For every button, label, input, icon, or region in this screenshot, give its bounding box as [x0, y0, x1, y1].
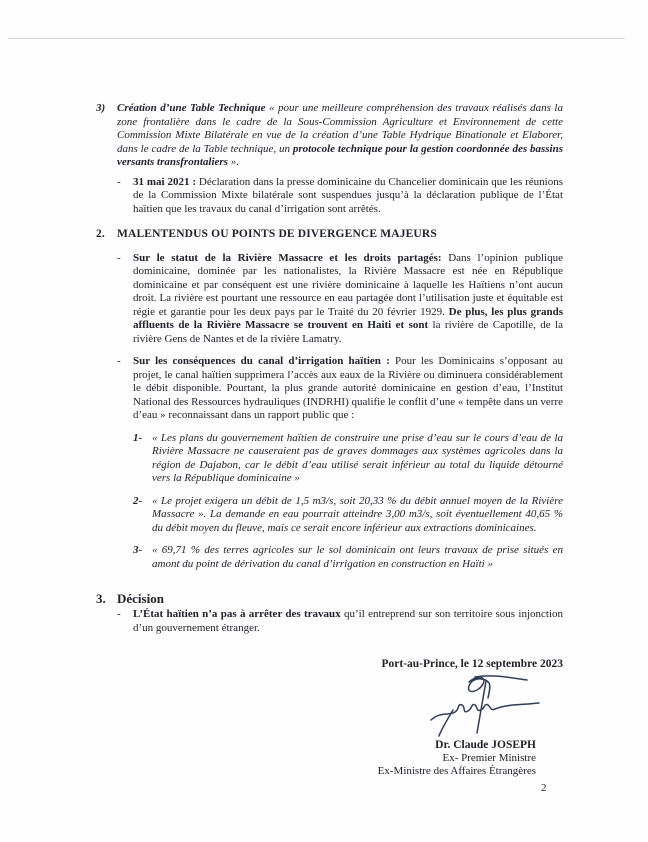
page-divider [8, 38, 625, 39]
quote-2-number: 2- [133, 494, 143, 507]
bullet-consequences-text [133, 355, 563, 423]
quote-3-number: 3- [133, 544, 143, 556]
quote-3-text: « 69,71 % des terres agricoles sur le sol dominicain ont leurs travaux de prise situés en amont du point de dérivation du canal d’irrigation en construction en Haïti » [152, 544, 563, 570]
bullet-statut-text [133, 252, 563, 347]
bullet-31-mai-date: 31 mai 2021 : [133, 175, 197, 188]
bullet-dash: - [117, 175, 121, 188]
dateline: Port-au-Prince, le 12 septembre 2023 [381, 658, 563, 670]
statut-body-2: la rivière de Capotille, de la rivière Gens de Nantes et de la rivière Lamatry. [133, 319, 563, 345]
signature-title-2: Ex-Ministre des Affaires Étrangères [377, 765, 536, 777]
quote-item-1 [133, 432, 563, 486]
section-heading-2-number: 2. [96, 228, 105, 240]
list-item-3 [96, 102, 563, 170]
list-item-3-text [117, 102, 563, 170]
bullet-statut-riviere [117, 252, 563, 347]
quote-item-2 [133, 495, 563, 536]
quote-2-text: « Le projet exigera un débit de 1,5 m3/s, soit 20,33 % du débit annuel moyen de la Rivière Massacre ». La demande en eau pourrait atteindre 3,00 m3/s, soit éventuellement 40,65 % du débit moyen du fleuve, mais ce serait encore inférieur aux extractions dominicaines. [152, 494, 563, 534]
statut-body-1: Dans l’opinion publique dominicaine, dominée par les nationalistes, la Rivière Massacre est née en République dominicaine et par conséquent est une rivière dominicaine à laquelle les Haïtiens n’ont aucun droit. La rivière est pourtant une ressource en eau partagée dont l’utilisation juste et équitable est régie et garantie pour les deux pays par le Traité du 20 février 1929. [133, 251, 563, 318]
bullet-31-mai-text [133, 176, 563, 217]
item3-protocol: protocole technique pour la gestion coordonnée des bassins versants transfrontaliers [117, 142, 563, 168]
statut-lead-bold: Sur le statut de la Rivière Massacre et les droits partagés: [133, 251, 442, 264]
item3-body: « pour une meilleure compréhension des travaux réalisés dans la zone frontalière dans le cadre de la Sous-Commission Agriculture et Environnement de cette Commission Mixte Bilatérale en vue de la création d’une Table Hydrique Binationale et Elaborer, dans le cadre de la Table technique, un [117, 102, 563, 155]
quote-1-text: « Les plans du gouvernement haïtien de construire une prise d’eau sur le cours d’eau de la Rivière Massacre ne causeraient pas de graves dommages aux systèmes agricoles dans la région de Dajabon, car le débit d’eau utilisé serait inférieur au total du liquide détourné vers la République dominicaine » [152, 431, 563, 484]
bullet-dash: - [117, 608, 121, 620]
item3-close: ». [227, 156, 239, 168]
bullet-31-mai-2021 [117, 176, 563, 217]
bullet-dash: - [117, 251, 121, 264]
signature-scribble [423, 672, 541, 738]
bullet-decision-text [133, 608, 563, 635]
item3-lead: Création d’une Table Technique [117, 102, 266, 114]
list-item-3-number: 3) [96, 102, 106, 114]
consequences-lead-bold: Sur les conséquences du canal d’irrigation haïtien : [133, 355, 390, 367]
statut-affluents-bold: De plus, les plus grands affluents de la Rivière Massacre se trouvent en Haiti et sont [133, 305, 563, 331]
decision-body: qu’il entreprend sur son territoire sous injonction d’un gouvernement étranger. [133, 608, 563, 634]
bullet-consequences-canal [117, 355, 563, 423]
section-heading-3-number: 3. [96, 591, 106, 606]
signature-title-1: Ex- Premier Ministre [442, 752, 536, 764]
document-body [96, 102, 563, 635]
signature-block [236, 739, 536, 778]
consequences-body: Pour les Dominicains s’opposant au projet, le canal haïtien supprimera l’accès aux eaux de la Rivière ou diminuera considérablement le débit disponible. Pourtant, la plus grande autorité dominicaine en gestion d’eau, l’Institut National des Ressources hydrauliques (INDRHI) qualifie le conflit d’une « tempête dans un verre d’eau » reconnaissant dans un rapport public que : [133, 355, 563, 421]
signature-name: Dr. Claude JOSEPH [435, 739, 536, 751]
page-number: 2 [541, 782, 547, 794]
quote-item-3 [133, 544, 563, 571]
bullet-dash: - [117, 355, 121, 367]
bullet-31-mai-body: Déclaration dans la presse dominicaine du Chancelier dominicain que les réunions de la Commission Mixte bilatérale sont suspendues jusqu’à la déclaration publique de l’État haïtien que les travaux du canal d’irrigation sont arrêtés. [133, 175, 563, 215]
section-heading-2 [96, 228, 563, 242]
quote-1-number: 1- [133, 431, 143, 444]
section-heading-3 [96, 591, 563, 606]
bullet-decision [117, 608, 563, 635]
decision-lead-bold: L’État haïtien n’a pas à arrêter des travaux [133, 608, 341, 620]
section-heading-3-title: Décision [117, 591, 164, 606]
section-heading-2-title: MALENTENDUS OU POINTS DE DIVERGENCE MAJEURS [117, 228, 437, 240]
